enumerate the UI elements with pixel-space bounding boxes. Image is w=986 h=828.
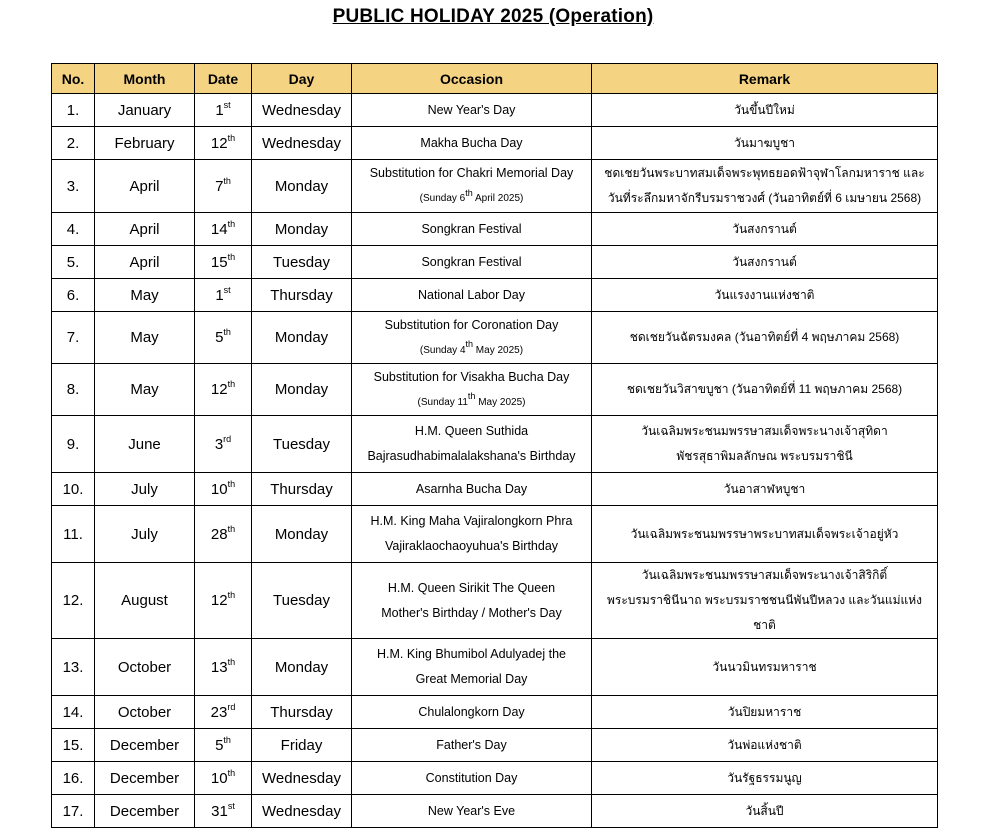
- table-header-row: [52, 64, 938, 94]
- cell-occasion: [352, 279, 592, 312]
- cell-date: [195, 279, 252, 312]
- remark-line: พัชรสุธาพิมลลักษณ พระบรมราชินี: [676, 449, 853, 463]
- date-suffix: rd: [223, 433, 232, 444]
- cell-occasion: [352, 729, 592, 762]
- date-suffix: st: [227, 800, 235, 811]
- occasion-line: Songkran Festival: [421, 254, 522, 269]
- note-post: May 2025): [473, 344, 524, 356]
- occasion-line: Makha Bucha Day: [420, 135, 523, 150]
- cell-day: Tuesday: [252, 563, 352, 639]
- remark-line: ชดเชยวันวิสาขบูชา (วันอาทิตย์ที่ 11 พฤษภาคม 2568): [626, 382, 903, 396]
- occasion-line: Father's Day: [436, 737, 507, 752]
- cell-month: July: [95, 506, 195, 563]
- table-row: [52, 279, 938, 312]
- cell-day: Tuesday: [252, 416, 352, 473]
- date-number: 12: [210, 381, 228, 398]
- date-suffix: th: [227, 523, 236, 534]
- table-row: [52, 312, 938, 364]
- header-month: Month: [95, 64, 195, 94]
- occasion-note: [356, 390, 587, 415]
- cell-month: May: [95, 279, 195, 312]
- note-pre: (Sunday 6: [419, 193, 466, 204]
- cell-no: 10.: [52, 473, 95, 506]
- cell-occasion: [352, 506, 592, 563]
- holiday-table: [51, 63, 938, 828]
- cell-month: April: [95, 213, 195, 246]
- cell-day: Wednesday: [252, 127, 352, 160]
- cell-day: Wednesday: [252, 795, 352, 828]
- cell-remark: [592, 213, 938, 246]
- date-number: 10: [210, 480, 228, 498]
- cell-occasion: [352, 416, 592, 473]
- remark-line: วันรัฐธรรมนูญ: [727, 770, 802, 785]
- cell-month: April: [95, 246, 195, 279]
- table-row: [52, 416, 938, 473]
- cell-no: 13.: [52, 639, 95, 696]
- cell-month: October: [95, 696, 195, 729]
- cell-day: Thursday: [252, 279, 352, 312]
- cell-month: February: [95, 127, 195, 160]
- cell-no: 15.: [52, 729, 95, 762]
- date-suffix: th: [227, 478, 236, 489]
- remark-line: ชดเชยวันฉัตรมงคล (วันอาทิตย์ที่ 4 พฤษภาคม 2568): [629, 330, 900, 344]
- note-post: April 2025): [472, 193, 524, 204]
- occasion-line: Substitution for Chakri Memorial Day: [369, 166, 574, 180]
- cell-date: [195, 160, 252, 213]
- date-suffix: th: [223, 734, 231, 745]
- cell-occasion: [352, 127, 592, 160]
- cell-day: Friday: [252, 729, 352, 762]
- cell-no: 17.: [52, 795, 95, 828]
- cell-date: [195, 213, 252, 246]
- note-post: May 2025): [475, 396, 526, 408]
- table-row: [52, 563, 938, 639]
- occasion-line: Substitution for Visakha Bucha Day: [373, 369, 570, 384]
- table-row: [52, 364, 938, 416]
- cell-month: December: [95, 795, 195, 828]
- date-number: 31: [211, 802, 228, 820]
- occasion-line: National Labor Day: [417, 287, 525, 302]
- cell-no: 1.: [52, 94, 95, 127]
- remark-line: วันสงกรานต์: [732, 254, 797, 269]
- cell-occasion: [352, 762, 592, 795]
- cell-remark: [592, 94, 938, 127]
- cell-no: 16.: [52, 762, 95, 795]
- remark-line: วันนวมินทรมหาราช: [712, 659, 817, 674]
- remark-line: ชดเชยวันพระบาทสมเด็จพระพุทธยอดฟ้าจุฬาโลกมหาราช และ: [604, 166, 925, 180]
- cell-date: [195, 364, 252, 416]
- cell-date: [195, 563, 252, 639]
- date-number: 1: [215, 286, 224, 304]
- cell-month: December: [95, 729, 195, 762]
- date-number: 12: [210, 592, 228, 609]
- cell-remark: [592, 506, 938, 563]
- date-suffix: th: [223, 327, 231, 337]
- date-suffix: st: [223, 99, 231, 110]
- cell-month: May: [95, 312, 195, 364]
- remark-line: วันมาฆบูชา: [734, 135, 795, 150]
- date-suffix: th: [227, 767, 236, 778]
- cell-date: [195, 246, 252, 279]
- table-row: [52, 94, 938, 127]
- cell-remark: [592, 279, 938, 312]
- cell-remark: [592, 639, 938, 696]
- occasion-line: Vajiraklaochaoyuhua's Birthday: [384, 539, 559, 553]
- remark-line: วันขึ้นปีใหม่: [734, 102, 795, 117]
- cell-occasion: [352, 213, 592, 246]
- cell-date: [195, 639, 252, 696]
- remark-line: วันเฉลิมพระชนมพรรษาสมเด็จพระนางเจ้าสุทิดา: [641, 424, 888, 438]
- occasion-line: H.M. Queen Suthida: [414, 424, 529, 438]
- table-row: [52, 127, 938, 160]
- cell-occasion: [352, 639, 592, 696]
- table-row: [52, 696, 938, 729]
- date-suffix: th: [227, 590, 236, 600]
- cell-date: [195, 312, 252, 364]
- cell-date: [195, 416, 252, 473]
- occasion-note: [356, 186, 587, 211]
- note-suffix: th: [467, 391, 476, 402]
- cell-no: 14.: [52, 696, 95, 729]
- remark-line: วันเฉลิมพระชนมพรรษาพระบาทสมเด็จพระเจ้าอยู่หัว: [630, 526, 899, 541]
- cell-remark: [592, 795, 938, 828]
- date-number: 23: [210, 703, 228, 721]
- occasion-line: Chulalongkorn Day: [418, 704, 525, 719]
- remark-line: วันแรงงานแห่งชาติ: [714, 287, 815, 302]
- date-number: 15: [210, 253, 228, 271]
- date-suffix: st: [223, 284, 231, 295]
- cell-no: 9.: [52, 416, 95, 473]
- table-row: [52, 762, 938, 795]
- cell-day: Thursday: [252, 473, 352, 506]
- date-number: 10: [210, 769, 228, 787]
- table-row: [52, 473, 938, 506]
- table-row: [52, 795, 938, 828]
- table-row: [52, 729, 938, 762]
- date-number: 7: [215, 177, 224, 195]
- cell-date: [195, 473, 252, 506]
- date-suffix: th: [227, 218, 236, 229]
- cell-occasion: [352, 94, 592, 127]
- header-remark: Remark: [592, 64, 938, 94]
- occasion-note: [356, 338, 587, 363]
- cell-remark: [592, 246, 938, 279]
- cell-day: Monday: [252, 312, 352, 364]
- occasion-line: Constitution Day: [425, 770, 518, 785]
- date-number: 14: [210, 220, 228, 238]
- table-row: [52, 246, 938, 279]
- occasion-line: H.M. King Maha Vajiralongkorn Phra: [370, 514, 573, 528]
- cell-month: January: [95, 94, 195, 127]
- date-number: 28: [210, 525, 228, 543]
- table-row: [52, 639, 938, 696]
- cell-occasion: [352, 563, 592, 639]
- date-number: 5: [215, 329, 224, 346]
- cell-date: [195, 762, 252, 795]
- cell-day: Monday: [252, 506, 352, 563]
- cell-date: [195, 94, 252, 127]
- date-suffix: rd: [227, 701, 236, 712]
- date-suffix: th: [227, 656, 236, 667]
- cell-remark: [592, 312, 938, 364]
- cell-remark: [592, 127, 938, 160]
- cell-day: Monday: [252, 364, 352, 416]
- date-number: 13: [210, 658, 228, 676]
- occasion-line: Asarnha Bucha Day: [415, 481, 528, 496]
- cell-day: Wednesday: [252, 94, 352, 127]
- cell-no: 2.: [52, 127, 95, 160]
- cell-remark: [592, 696, 938, 729]
- remark-line: วันสงกรานต์: [732, 221, 797, 236]
- cell-month: May: [95, 364, 195, 416]
- cell-occasion: [352, 795, 592, 828]
- cell-month: July: [95, 473, 195, 506]
- remark-line: พระบรมราชินีนาถ พระบรมราชชนนีพันปีหลวง และวันแม่แห่งชาติ: [606, 593, 923, 632]
- remark-line: วันเฉลิมพระชนมพรรษาสมเด็จพระนางเจ้าสิริกิติ์: [641, 568, 888, 582]
- occasion-line: Mother's Birthday / Mother's Day: [381, 605, 562, 620]
- date-number: 1: [215, 101, 224, 119]
- date-number: 5: [215, 736, 224, 754]
- remark-line: วันสิ้นปี: [745, 803, 784, 818]
- occasion-line: H.M. King Bhumibol Adulyadej the: [377, 647, 566, 661]
- remark-line: วันอาสาฬหบูชา: [723, 481, 806, 496]
- cell-remark: [592, 729, 938, 762]
- date-suffix: th: [227, 132, 236, 143]
- cell-day: Wednesday: [252, 762, 352, 795]
- cell-day: Thursday: [252, 696, 352, 729]
- date-suffix: th: [227, 251, 236, 262]
- cell-no: 12.: [52, 563, 95, 639]
- table-row: [52, 160, 938, 213]
- cell-occasion: [352, 160, 592, 213]
- cell-month: April: [95, 160, 195, 213]
- table-row: [52, 213, 938, 246]
- cell-occasion: [352, 312, 592, 364]
- cell-remark: [592, 160, 938, 213]
- page-title: PUBLIC HOLIDAY 2025 (Operation): [332, 6, 654, 27]
- cell-day: Monday: [252, 160, 352, 213]
- header-no: No.: [52, 64, 95, 94]
- occasion-line: H.M. Queen Sirikit The Queen: [387, 580, 556, 595]
- cell-remark: [592, 416, 938, 473]
- date-number: 3: [214, 435, 224, 453]
- cell-remark: [592, 364, 938, 416]
- note-pre: (Sunday 4: [419, 344, 466, 356]
- remark-line: วันที่ระลึกมหาจักรีบรมราชวงศ์ (วันอาทิตย์ที่ 6 เมษายน 2568): [607, 191, 922, 205]
- cell-month: October: [95, 639, 195, 696]
- cell-date: [195, 506, 252, 563]
- occasion-line: Great Memorial Day: [415, 672, 528, 686]
- occasion-line: New Year's Day: [427, 102, 516, 117]
- cell-no: 5.: [52, 246, 95, 279]
- header-day: Day: [252, 64, 352, 94]
- cell-no: 4.: [52, 213, 95, 246]
- occasion-line: Songkran Festival: [421, 221, 522, 236]
- cell-date: [195, 795, 252, 828]
- cell-month: August: [95, 563, 195, 639]
- occasion-line: Bajrasudhabimalalakshana's Birthday: [367, 449, 576, 463]
- note-suffix: th: [465, 339, 474, 350]
- cell-occasion: [352, 246, 592, 279]
- cell-occasion: [352, 364, 592, 416]
- cell-date: [195, 127, 252, 160]
- occasion-line: New Year's Eve: [427, 803, 516, 818]
- cell-day: Monday: [252, 639, 352, 696]
- date-number: 12: [210, 134, 228, 152]
- header-date: Date: [195, 64, 252, 94]
- cell-month: December: [95, 762, 195, 795]
- cell-occasion: [352, 473, 592, 506]
- cell-remark: [592, 762, 938, 795]
- cell-month: June: [95, 416, 195, 473]
- cell-day: Tuesday: [252, 246, 352, 279]
- note-pre: (Sunday 11: [417, 396, 468, 408]
- cell-remark: [592, 473, 938, 506]
- note-suffix: th: [465, 187, 473, 198]
- date-suffix: th: [223, 175, 231, 186]
- cell-no: 11.: [52, 506, 95, 563]
- table-row: [52, 506, 938, 563]
- cell-no: 7.: [52, 312, 95, 364]
- cell-date: [195, 729, 252, 762]
- date-suffix: th: [227, 379, 236, 389]
- cell-day: Monday: [252, 213, 352, 246]
- cell-no: 6.: [52, 279, 95, 312]
- header-occasion: Occasion: [352, 64, 592, 94]
- cell-no: 8.: [52, 364, 95, 416]
- cell-date: [195, 696, 252, 729]
- cell-no: 3.: [52, 160, 95, 213]
- cell-remark: [592, 563, 938, 639]
- occasion-line: Substitution for Coronation Day: [384, 317, 559, 332]
- remark-line: วันพ่อแห่งชาติ: [727, 737, 802, 752]
- remark-line: วันปิยมหาราช: [727, 704, 802, 719]
- cell-occasion: [352, 696, 592, 729]
